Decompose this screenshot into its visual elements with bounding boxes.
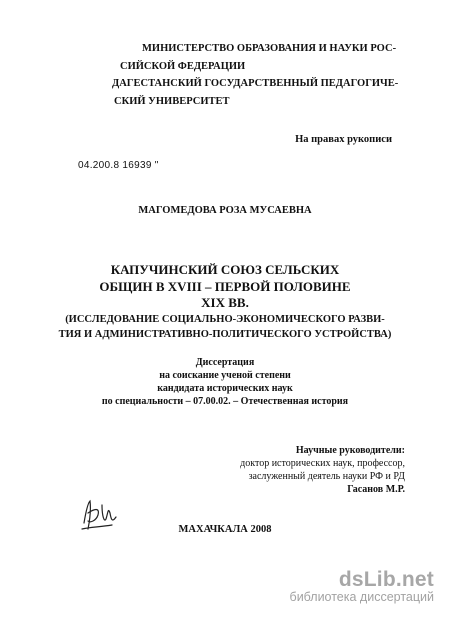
city-year: МАХАЧКАЛА 2008 — [178, 524, 272, 535]
ministry-line-4: СКИЙ УНИВЕРСИТЕТ — [114, 95, 230, 107]
subtitle-line-2: ТИЯ И АДМИНИСТРАТИВНО-ПОЛИТИЧЕСКОГО УСТРОЙСТВА) — [58, 328, 392, 340]
rights-note: На правах рукописи — [295, 134, 392, 145]
ministry-header — [112, 40, 399, 110]
diss-line-1: Диссертация — [195, 357, 255, 368]
ministry-line-3: ДАГЕСТАНСКИЙ ГОСУДАРСТВЕННЫЙ ПЕДАГОГИЧЕ- — [112, 78, 399, 89]
ministry-line-2: СИЙСКОЙ ФЕДЕРАЦИИ — [120, 60, 246, 72]
diss-line-4: по специальности – 07.00.02. – Отечественная история — [101, 396, 349, 407]
dslib-watermark — [290, 568, 434, 604]
title-line-1: КАПУЧИНСКИЙ СОЮЗ СЕЛЬСКИХ — [110, 262, 340, 277]
dissertation-info — [0, 356, 450, 408]
supervisor-line-2: заслуженный деятель науки РФ и РД — [248, 471, 405, 482]
author-name: МАГОМЕДОВА РОЗА МУСАЕВНА — [138, 205, 312, 216]
watermark-tagline: библиотека диссертаций — [289, 590, 434, 604]
registration-stamp: 04.200.8 16939 " — [78, 160, 159, 171]
supervisor-name: Гасанов М.Р. — [347, 484, 405, 495]
subtitle-line-1: (ИССЛЕДОВАНИЕ СОЦИАЛЬНО-ЭКОНОМИЧЕСКОГО РАЗВИ- — [65, 313, 385, 325]
title-line-2: ОБЩИН В XVIII – ПЕРВОЙ ПОЛОВИНЕ — [99, 278, 351, 294]
diss-line-3: кандидата исторических наук — [157, 383, 293, 394]
watermark-logo: dsLib.net — [338, 568, 434, 591]
title-line-3: XIX ВВ. — [201, 295, 249, 310]
diss-line-2: на соискание ученой степени — [159, 370, 291, 381]
ministry-line-1: МИНИСТЕРСТВО ОБРАЗОВАНИЯ И НАУКИ РОС- — [142, 43, 397, 54]
supervisors-block — [240, 444, 405, 496]
supervisor-line-1: доктор исторических наук, профессор, — [240, 458, 405, 469]
supervisors-heading: Научные руководители: — [295, 445, 405, 456]
dissertation-title — [0, 262, 450, 342]
